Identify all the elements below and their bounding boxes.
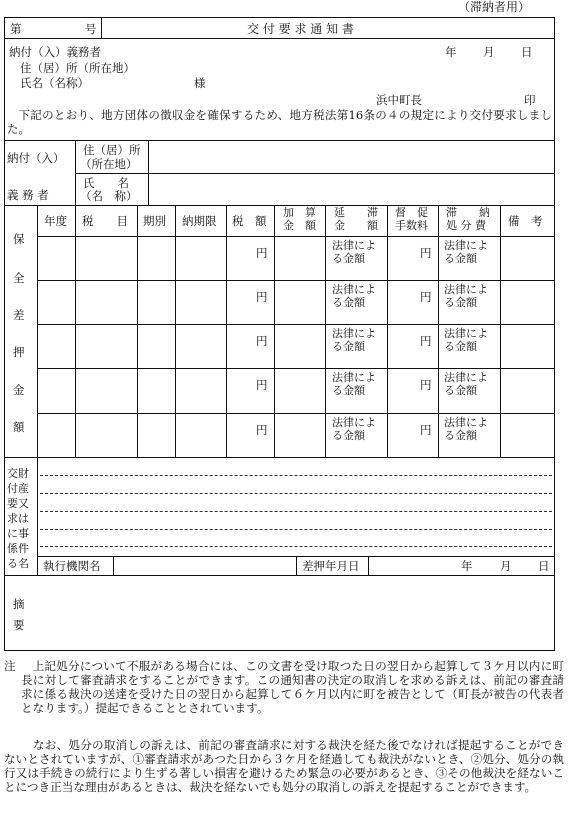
dashed-line xyxy=(40,493,552,494)
header-delinquency-amount: 金 額 xyxy=(334,219,378,232)
header-tax-item: 税 目 xyxy=(82,214,128,228)
divider xyxy=(4,38,555,39)
header-arrears: 滞 納 xyxy=(446,206,490,219)
row-delay-text: 法律によ xyxy=(332,283,376,296)
row-disposal-text: 法律によ xyxy=(444,371,488,384)
side-label-char: 全 xyxy=(13,271,25,285)
date-year: 年 xyxy=(445,45,457,59)
row-fee-yen: 円 xyxy=(420,334,432,348)
divider xyxy=(37,368,555,369)
row-yen: 円 xyxy=(256,290,268,304)
notice-body-text: 下記のとおり、地方団体の徴収金を確保するため、地方税法第16条の４の規定により交付要求しました。 xyxy=(7,108,552,136)
row-disposal-text: 法律によ xyxy=(444,416,488,429)
divider xyxy=(368,556,369,575)
row-disposal-text: る金額 xyxy=(444,384,477,397)
divider xyxy=(113,556,114,575)
number-suffix: 号 xyxy=(85,22,97,36)
divider xyxy=(37,413,555,414)
divider xyxy=(75,205,76,457)
divider xyxy=(137,205,138,457)
divider xyxy=(75,140,76,205)
obligor-address-label: 住（居）所 xyxy=(83,143,141,157)
dashed-line xyxy=(40,546,552,547)
row-delay-text: 法律によ xyxy=(332,416,376,429)
copy-type-label: （滞納者用） xyxy=(458,0,531,14)
row-disposal-text: る金額 xyxy=(444,252,477,265)
obligor-address-sub-label: （所在地） xyxy=(80,157,138,171)
row-disposal-text: る金額 xyxy=(444,340,477,353)
note-paragraph-1: 上記処分について不服がある場合には、この文書を受け取つた日の翌日から起算して３ケ月以内に町長に対して審査請求をすることができます。この通知書の決定の取消しを求める訴えは、前記の審査請求に係る裁決の送達を受けた日の翌日から起算して６ケ月以内に町を被告として（町長が被告の代表者となります。）提起できることとされています。 xyxy=(21,659,564,716)
address-label: 住（居）所（所在地） xyxy=(20,61,135,75)
side-label-char: 保 xyxy=(13,232,25,246)
header-disposal-cost: 処 分 費 xyxy=(446,219,486,232)
divider xyxy=(500,205,501,457)
header-tax-amount: 税 額 xyxy=(232,214,267,228)
header-additional: 加 算 xyxy=(283,206,316,219)
seizure-date-label: 差押年月日 xyxy=(302,559,360,573)
row-fee-yen: 円 xyxy=(420,378,432,392)
property-label-line: 係件 xyxy=(7,542,29,555)
property-label-line: 求は xyxy=(7,512,29,525)
header-additional-amount: 金 額 xyxy=(283,219,316,232)
document-title: 交 付 要 求 通 知 書 xyxy=(247,22,354,36)
divider xyxy=(4,575,555,576)
seizure-date-year: 年 xyxy=(461,559,473,573)
row-delay-text: 法律によ xyxy=(332,371,376,384)
header-year: 年度 xyxy=(44,214,67,228)
divider xyxy=(325,205,326,457)
divider xyxy=(37,280,555,281)
row-disposal-text: 法律によ xyxy=(444,283,488,296)
row-yen: 円 xyxy=(256,423,268,437)
divider xyxy=(37,324,555,325)
header-remarks: 備 考 xyxy=(508,214,543,228)
property-label-line: 付産 xyxy=(7,482,29,495)
obligor-label-top: 納付（入） xyxy=(7,151,65,165)
header-reminder-fee: 手数料 xyxy=(395,219,428,232)
header-reminder: 督 促 xyxy=(395,206,428,219)
row-disposal-text: 法律によ xyxy=(444,327,488,340)
summary-label-char: 要 xyxy=(13,618,25,632)
row-disposal-text: る金額 xyxy=(444,296,477,309)
divider xyxy=(101,17,102,38)
header-delinquency: 延 滞 xyxy=(334,206,378,219)
side-label-char: 額 xyxy=(13,420,25,434)
obligor-name-sub-label: （名 称） xyxy=(80,189,138,203)
row-delay-text: 法律によ xyxy=(332,239,376,252)
header-period: 期別 xyxy=(143,214,166,228)
divider xyxy=(37,205,38,575)
obligor-name-label: 氏 名 xyxy=(83,176,129,190)
row-delay-text: る金額 xyxy=(332,340,365,353)
row-delay-text: 法律によ xyxy=(332,327,376,340)
divider xyxy=(226,205,227,457)
name-label: 氏名（名称） xyxy=(20,76,89,90)
dashed-line xyxy=(40,475,552,476)
divider xyxy=(4,457,555,458)
date-month: 月 xyxy=(483,45,495,59)
divider xyxy=(75,173,555,174)
row-delay-text: る金額 xyxy=(332,252,365,265)
divider xyxy=(4,140,555,141)
number-prefix: 第 xyxy=(10,22,22,36)
note-paragraph-2: なお、処分の取消しの訴えは、前記の審査請求に対する裁決を経た後でなければ提起することができないとされていますが、①審査請求があつた日から３ケ月を経過しても裁決がないとき、②処分、処分の執行又は手続きの続行により生ずる著しい損害を避けるため緊急の必要があるとき、③その他裁決を経ないことにつき正当な理由があるときは、裁決を経ないでも処分の取消しの訴えを提起することができます。 xyxy=(4,738,564,795)
sender-name: 浜中町長 xyxy=(376,93,422,107)
property-label-line: 要又 xyxy=(7,497,29,510)
divider xyxy=(274,205,275,457)
seizure-date-day: 日 xyxy=(538,559,550,573)
side-label-char: 金 xyxy=(13,383,25,397)
row-yen: 円 xyxy=(256,246,268,260)
seizure-date-month: 月 xyxy=(500,559,512,573)
summary-label-char: 摘 xyxy=(13,597,25,611)
row-yen: 円 xyxy=(256,378,268,392)
row-fee-yen: 円 xyxy=(420,423,432,437)
divider xyxy=(148,140,149,205)
divider xyxy=(387,205,388,457)
payer-label: 納付（入）義務者 xyxy=(9,45,101,59)
obligor-label-bottom: 義 務 者 xyxy=(7,188,49,202)
divider xyxy=(37,236,555,237)
dashed-line xyxy=(40,529,552,530)
row-delay-text: る金額 xyxy=(332,296,365,309)
row-yen: 円 xyxy=(256,334,268,348)
divider xyxy=(175,205,176,457)
row-fee-yen: 円 xyxy=(420,246,432,260)
property-label-line: る名 xyxy=(7,557,29,570)
divider xyxy=(438,205,439,457)
side-label-char: 差 xyxy=(13,308,25,322)
honorific: 様 xyxy=(194,76,206,90)
row-disposal-text: る金額 xyxy=(444,429,477,442)
seal-mark: 印 xyxy=(524,93,536,107)
date-day: 日 xyxy=(521,45,533,59)
divider xyxy=(296,556,297,575)
side-label-char: 押 xyxy=(13,345,25,359)
dashed-line xyxy=(40,511,552,512)
note-marker: 注 xyxy=(4,659,16,673)
property-label-line: 交財 xyxy=(7,467,29,480)
row-disposal-text: 法律によ xyxy=(444,239,488,252)
row-delay-text: る金額 xyxy=(332,429,365,442)
row-delay-text: る金額 xyxy=(332,384,365,397)
property-label-line: に事 xyxy=(7,527,29,540)
agency-label: 執行機関名 xyxy=(43,559,101,573)
header-due-date: 納期限 xyxy=(182,214,217,228)
row-fee-yen: 円 xyxy=(420,290,432,304)
